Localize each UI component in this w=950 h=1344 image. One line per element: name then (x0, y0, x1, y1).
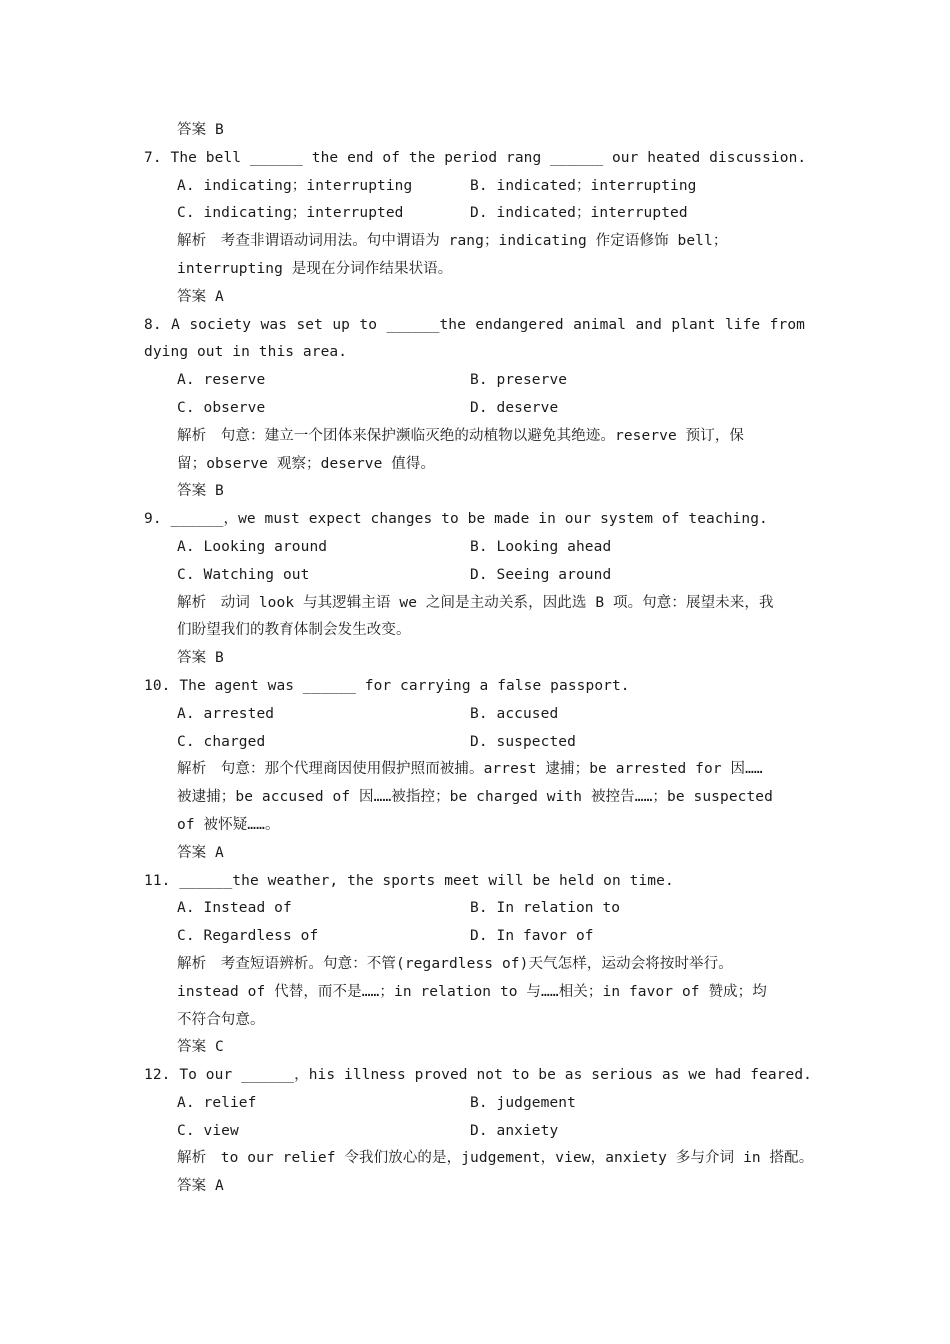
option-c: C. Watching out (177, 566, 310, 583)
question-10-options (0, 701, 950, 729)
question-7-analysis-2: interrupting 是现在分词作结果状语。 (177, 260, 453, 277)
option-d: D. Seeing around (470, 566, 612, 583)
question-10-analysis-3: of 被怀疑……。 (177, 816, 280, 833)
question-12-analysis: 解析 to our relief 令我们放心的是，judgement，view，anxiety 多与介词 in 搭配。 (177, 1150, 814, 1167)
option-b: B. Looking ahead (470, 538, 612, 555)
question-11-options-2 (0, 923, 950, 951)
option-d: D. deserve (470, 399, 559, 416)
option-b: B. In relation to (470, 900, 621, 917)
option-d: D. anxiety (470, 1122, 559, 1139)
question-7-options-2 (0, 200, 950, 228)
option-d: D. In favor of (470, 928, 594, 945)
option-b: B. accused (470, 705, 559, 722)
option-a: A. indicating；interrupting (177, 177, 413, 194)
question-12-stem: 12. To our ______，his illness proved not to be as serious as we had feared. (144, 1067, 812, 1084)
answer-line: 答案 B (177, 122, 224, 138)
option-b: B. preserve (470, 372, 568, 389)
question-10-options-2 (0, 729, 950, 757)
question-10-stem: 10. The agent was ______ for carrying a false passport. (144, 677, 630, 694)
question-8-options-2 (0, 395, 950, 423)
answer-line: 答案 C (177, 1039, 224, 1056)
question-9-stem: 9. ______，we must expect changes to be made in our system of teaching. (144, 511, 768, 528)
option-a: A. reserve (177, 372, 266, 389)
option-d: D. indicated；interrupted (470, 205, 688, 222)
option-b: B. judgement (470, 1094, 576, 1111)
question-11-analysis-3: 不符合句意。 (177, 1011, 265, 1028)
document-page (0, 117, 950, 1201)
question-8-analysis: 解析 句意：建立一个团体来保护濒临灭绝的动植物以避免其绝迹。reserve 预订，保 (177, 427, 745, 444)
option-c: C. Regardless of (177, 928, 319, 945)
option-c: C. view (177, 1122, 239, 1139)
question-9-options-2 (0, 562, 950, 590)
question-7-options (0, 173, 950, 201)
option-a: A. arrested (177, 705, 275, 722)
question-10-analysis: 解析 句意：那个代理商因使用假护照而被捕。arrest 逮捕；be arrested for 因…… (177, 761, 763, 778)
question-7-analysis: 解析 考查非谓语动词用法。句中谓语为 rang；indicating 作定语修饰 bell； (177, 233, 728, 250)
option-a: A. Looking around (177, 538, 328, 555)
question-11-stem: 11. ______the weather, the sports meet will be held on time. (144, 872, 674, 889)
question-11-analysis: 解析 考查短语辨析。句意：不管(regardless of)天气怎样，运动会将按时举行。 (177, 955, 733, 972)
question-8-analysis-2: 留；observe 观察；deserve 值得。 (177, 455, 436, 472)
question-7-stem: 7. The bell ______ the end of the period rang ______ our heated discussion. (144, 149, 807, 166)
question-8-options (0, 367, 950, 395)
answer-line: 答案 B (177, 650, 224, 667)
question-8-stem: 8. A society was set up to ______the endangered animal and plant life from (144, 316, 805, 333)
question-11-options (0, 895, 950, 923)
option-b: B. indicated；interrupting (470, 177, 697, 194)
answer-line: 答案 A (177, 1178, 224, 1195)
option-d: D. suspected (470, 733, 576, 750)
question-8-stem-2: dying out in this area. (144, 344, 348, 361)
option-c: C. observe (177, 399, 266, 416)
question-9-options (0, 534, 950, 562)
option-c: C. charged (177, 733, 266, 750)
question-9-analysis: 解析 动词 look 与其逻辑主语 we 之间是主动关系，因此选 B 项。句意：展望未来，我 (177, 594, 774, 611)
answer-line: 答案 A (177, 288, 224, 305)
answer-line: 答案 B (177, 483, 224, 500)
question-11-analysis-2: instead of 代替，而不是……；in relation to 与……相关；in favor of 赞成；均 (177, 983, 767, 1000)
answer-line: 答案 A (177, 844, 224, 861)
question-10-analysis-2: 被逮捕；be accused of 因……被指控；be charged with 被控告……；be suspected (177, 789, 773, 806)
question-9-analysis-2: 们盼望我们的教育体制会发生改变。 (177, 622, 411, 639)
option-a: A. relief (177, 1094, 257, 1111)
question-12-options-2 (0, 1118, 950, 1146)
option-c: C. indicating；interrupted (177, 205, 404, 222)
option-a: A. Instead of (177, 900, 292, 917)
question-12-options (0, 1090, 950, 1118)
